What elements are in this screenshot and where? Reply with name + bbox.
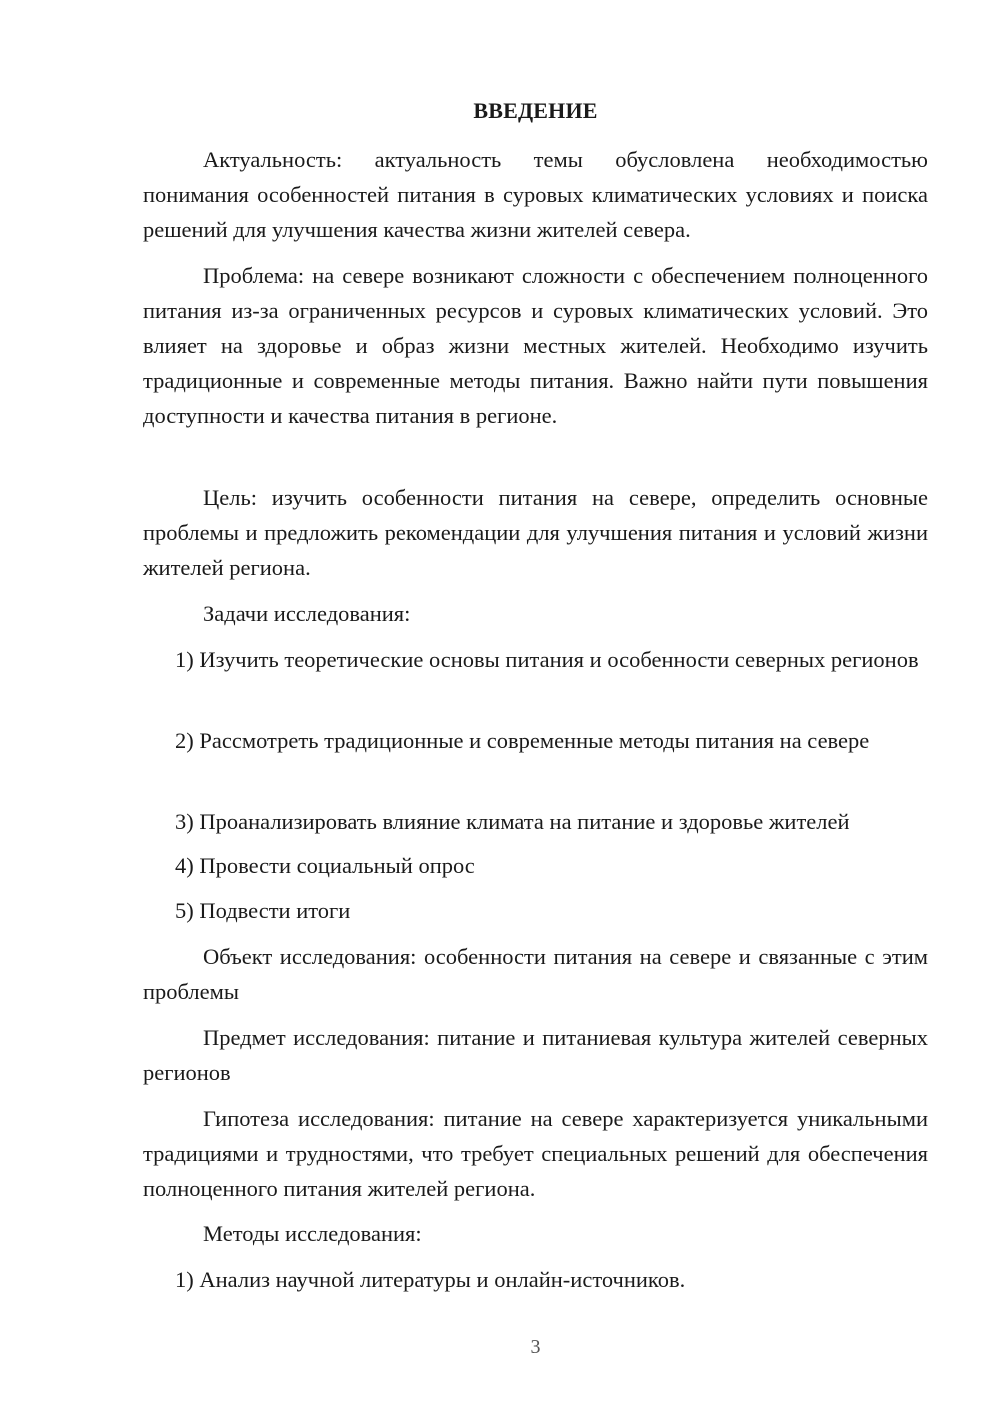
task-item-2: 2) Рассмотреть традиционные и современные методы питания на севере xyxy=(175,728,870,753)
goal-paragraph: Цель: изучить особенности питания на севере, определить основные проблемы и предложить рекомендации для улучшения питания и условий жизни жителей региона. xyxy=(143,485,928,580)
task-item-4: 4) Провести социальный опрос xyxy=(175,853,475,878)
problem-paragraph: Проблема: на севере возникают сложности с обеспечением полноценного питания из-за ограниченных ресурсов и суровых климатических условий. Это влияет на здоровье и образ жизни местных жителей. Необходимо изучить традиционные и современные методы питания. Важно найти пути повышения доступности и качества питания в регионе. xyxy=(143,263,928,428)
task-item-5: 5) Подвести итоги xyxy=(175,898,351,923)
subject-paragraph: Предмет исследования: питание и питаниевая культура жителей северных регионов xyxy=(143,1025,928,1085)
page-number: 3 xyxy=(530,1336,541,1358)
methods-title: Методы исследования: xyxy=(203,1221,422,1246)
method-item-1: 1) Анализ научной литературы и онлайн-источников. xyxy=(175,1267,686,1292)
object-paragraph: Объект исследования: особенности питания на севере и связанные с этим проблемы xyxy=(143,944,928,1004)
document-page xyxy=(143,0,928,1414)
task-item-3: 3) Проанализировать влияние климата на питание и здоровье жителей xyxy=(175,809,850,834)
tasks-title: Задачи исследования: xyxy=(203,601,411,626)
hypothesis-paragraph: Гипотеза исследования: питание на севере характеризуется уникальными традициями и трудностями, что требует специальных решений для обеспечения полноценного питания жителей региона. xyxy=(143,1106,928,1201)
task-item-1: 1) Изучить теоретические основы питания и особенности северных регионов xyxy=(175,647,919,672)
relevance-paragraph: Актуальность: актуальность темы обусловлена необходимостью понимания особенностей питания в суровых климатических условиях и поиска решений для улучшения качества жизни жителей севера. xyxy=(143,147,928,242)
section-heading: ВВЕДЕНИЕ xyxy=(473,98,598,123)
